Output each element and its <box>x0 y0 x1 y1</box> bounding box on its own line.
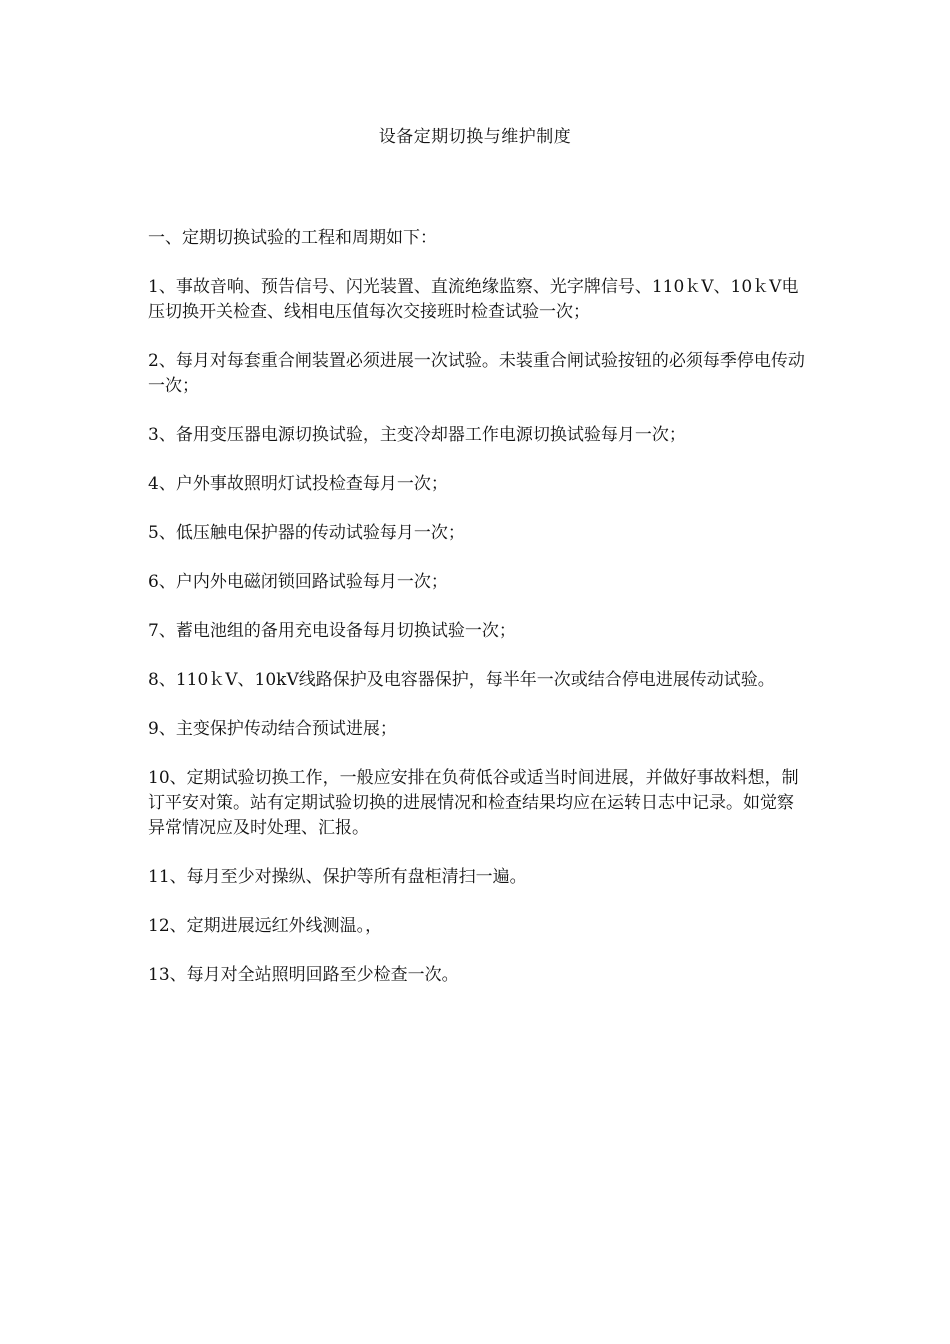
list-item: 5、低压触电保护器的传动试验每月一次； <box>148 523 465 543</box>
list-item: 4、户外事故照明灯试投检查每月一次； <box>148 474 448 494</box>
list-item: 10、定期试验切换工作，一般应安排在负荷低谷或适当时间进展，并做好事故料想，制订平安对策。站有定期试验切换的进展情况和检查结果均应在运转日志中记录。如觉察异常情况应及时处理、汇报。 <box>148 768 799 838</box>
list-item: 8、110ｋV、10kV线路保护及电容器保护，每半年一次或结合停电进展传动试验。 <box>148 670 775 690</box>
list-item: 6、户内外电磁闭锁回路试验每月一次； <box>148 572 448 592</box>
list-item: 12、定期进展远红外线测温。， <box>148 916 383 936</box>
list-item: 7、蓄电池组的备用充电设备每月切换试验一次； <box>148 621 516 641</box>
list-item: 9、主变保护传动结合预试进展； <box>148 719 397 739</box>
list-item: 2、每月对每套重合闸装置必须进展一次试验。未装重合闸试验按钮的必须每季停电传动一次； <box>148 351 805 396</box>
document-body <box>148 226 806 1012</box>
list-item: 1、事故音响、预告信号、闪光装置、直流绝缘监察、光字牌信号、110ｋV、10ｋV电压切换开关检查、线相电压值每次交接班时检查试验一次； <box>148 277 799 322</box>
section-heading: 一、定期切换试验的工程和周期如下： <box>148 228 437 248</box>
list-item: 3、备用变压器电源切换试验，主变冷却器工作电源切换试验每月一次； <box>148 425 686 445</box>
document-title: 设备定期切换与维护制度 <box>378 127 572 147</box>
list-item: 13、每月对全站照明回路至少检查一次。 <box>148 965 459 985</box>
list-item: 11、每月至少对操纵、保护等所有盘柜清扫一遍。 <box>148 867 527 887</box>
